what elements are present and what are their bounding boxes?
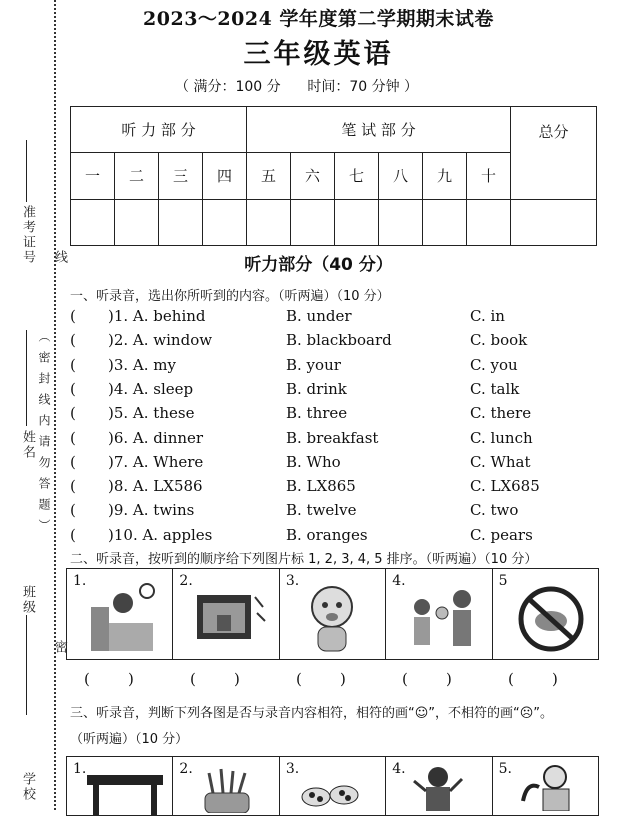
answer-bracket[interactable]: ( ) <box>84 670 134 688</box>
part1-instruction: 一、听录音，选出你所听到的内容。（听两遍）（10 分） <box>70 289 390 304</box>
score-cell[interactable] <box>423 199 467 245</box>
question-row <box>70 429 630 451</box>
picture-number: 2. <box>179 573 193 589</box>
name-label: 姓名 <box>20 430 35 460</box>
answer-paren[interactable]: ( <box>70 526 76 544</box>
answer-paren[interactable]: ( <box>70 477 76 495</box>
col-header: 六 <box>291 153 335 199</box>
question-row <box>70 453 630 475</box>
answer-paren[interactable]: ( <box>70 404 76 422</box>
robot-picture <box>402 761 482 811</box>
col-header: 二 <box>115 153 159 199</box>
score-cell[interactable] <box>247 199 291 245</box>
answer-bracket[interactable]: ( ) <box>296 670 346 688</box>
picture-cell <box>493 569 598 659</box>
answer-paren[interactable]: ( <box>70 429 76 447</box>
part2-answer-brackets <box>66 670 599 692</box>
option-b: B. under <box>286 307 352 325</box>
option-a: )9. A. twins <box>108 501 195 519</box>
listening-section-title: 听力部分（40 分） <box>244 255 393 275</box>
answer-paren[interactable]: ( <box>70 501 76 519</box>
picture-cell <box>493 757 598 815</box>
part3-picture-row <box>66 756 599 816</box>
option-b: B. drink <box>286 380 347 398</box>
option-b: B. blackboard <box>286 331 392 349</box>
picture-cell <box>173 569 279 659</box>
people-talking-picture <box>402 577 482 657</box>
pencil-cup-picture <box>189 763 269 813</box>
option-a: )3. A. my <box>108 356 176 374</box>
picture-number: 4. <box>392 573 406 589</box>
girl-sleeping-picture <box>83 577 163 657</box>
class-label: 班级 <box>20 585 35 615</box>
writing-header: 笔 试 部 分 <box>247 107 511 153</box>
exam-title: 2023～2024 学年度第二学期期末试卷 <box>143 8 494 30</box>
answer-bracket[interactable]: ( ) <box>190 670 240 688</box>
answer-paren[interactable]: ( <box>70 453 76 471</box>
picture-cell <box>386 757 492 815</box>
col-header: 三 <box>159 153 203 199</box>
part3-instruction-cont: （听两遍）（10 分） <box>70 732 189 747</box>
score-cell[interactable] <box>335 199 379 245</box>
option-c: C. in <box>470 307 505 325</box>
option-a: )2. A. window <box>108 331 213 349</box>
picture-number: 5 <box>498 573 508 589</box>
binding-margin-line <box>54 0 56 810</box>
part3-instruction: 三、听录音，判断下列各图是否与录音内容相符，相符的画“☺”，不相符的画“☹”。 <box>70 706 554 721</box>
option-a: )4. A. sleep <box>108 380 194 398</box>
cows-picture <box>296 771 376 821</box>
total-score-cell[interactable] <box>511 199 597 245</box>
picture-cell <box>173 757 279 815</box>
question-row <box>70 331 630 353</box>
picture-number: 3. <box>285 573 300 589</box>
picture-cell <box>280 757 386 815</box>
subject-title: 三年级英语 <box>243 39 394 70</box>
option-b: B. LX865 <box>286 477 356 495</box>
col-header: 一 <box>71 153 115 199</box>
part2-picture-row <box>66 568 599 660</box>
no-talking-sign-picture <box>509 577 589 657</box>
seal-line-mark: 线 <box>52 250 67 265</box>
part2-instruction: 二、听录音，按听到的顺序给下列图片标 1, 2, 3, 4, 5 排序。（听两遍）（10 分） <box>70 552 538 567</box>
question-row <box>70 380 630 402</box>
total-header: 总分 <box>511 107 597 200</box>
option-c: C. talk <box>470 380 520 398</box>
school-label: 学校 <box>20 772 35 802</box>
score-cell[interactable] <box>291 199 335 245</box>
score-table <box>70 106 597 246</box>
col-header: 七 <box>335 153 379 199</box>
option-a: )7. A. Where <box>108 453 204 471</box>
option-c: C. two <box>470 501 519 519</box>
option-b: B. twelve <box>286 501 357 519</box>
score-cell[interactable] <box>467 199 511 245</box>
score-cell[interactable] <box>159 199 203 245</box>
option-b: B. oranges <box>286 526 368 544</box>
option-a: )10. A. apples <box>108 526 213 544</box>
answer-bracket[interactable]: ( ) <box>402 670 452 688</box>
option-b: B. your <box>286 356 341 374</box>
answer-bracket[interactable]: ( ) <box>508 670 558 688</box>
option-c: C. What <box>470 453 531 471</box>
listening-header: 听 力 部 分 <box>71 107 247 153</box>
seal-mark: 密 <box>52 640 67 655</box>
class-line <box>26 615 27 715</box>
question-row <box>70 477 630 499</box>
man-flexing-picture <box>509 761 589 811</box>
picture-cell <box>386 569 492 659</box>
score-entry-row <box>71 199 597 245</box>
picture-number: 1. <box>73 573 87 589</box>
score-cell[interactable] <box>379 199 423 245</box>
answer-paren[interactable]: ( <box>70 331 76 349</box>
picture-number: 2. <box>179 761 193 777</box>
option-c: C. lunch <box>470 429 533 447</box>
exam-meta: （ 满分：100 分 时间：70 分钟 ） <box>175 79 419 95</box>
col-header: 八 <box>379 153 423 199</box>
question-row <box>70 501 630 523</box>
option-c: C. there <box>470 404 532 422</box>
question-row <box>70 404 630 426</box>
seal-notice: （密封线内请勿答题） <box>37 330 51 540</box>
answer-paren[interactable]: ( <box>70 380 76 398</box>
picture-number: 3. <box>285 761 300 777</box>
option-c: C. pears <box>470 526 533 544</box>
picture-cell <box>67 569 173 659</box>
option-b: B. breakfast <box>286 429 379 447</box>
answer-paren[interactable]: ( <box>70 356 76 374</box>
option-c: C. you <box>470 356 518 374</box>
col-header: 十 <box>467 153 511 199</box>
col-header: 五 <box>247 153 291 199</box>
name-line <box>26 330 27 426</box>
option-a: )1. A. behind <box>108 307 206 325</box>
option-c: C. book <box>470 331 528 349</box>
window-picture <box>189 577 269 657</box>
score-cell[interactable] <box>71 199 115 245</box>
question-row <box>70 356 630 378</box>
col-header: 九 <box>423 153 467 199</box>
question-row <box>70 526 630 548</box>
baby-picture <box>296 577 376 657</box>
question-row <box>70 307 630 329</box>
picture-number: 5. <box>498 761 512 777</box>
score-cell[interactable] <box>115 199 159 245</box>
picture-number: 4. <box>392 761 406 777</box>
exam-number-label: 准考证号 <box>20 205 35 265</box>
picture-cell <box>280 569 386 659</box>
exam-number-line <box>26 140 27 202</box>
col-header: 四 <box>203 153 247 199</box>
option-a: )6. A. dinner <box>108 429 204 447</box>
option-c: C. LX685 <box>470 477 540 495</box>
option-b: B. Who <box>286 453 341 471</box>
answer-paren[interactable]: ( <box>70 307 76 325</box>
option-a: )5. A. these <box>108 404 195 422</box>
option-a: )8. A. LX586 <box>108 477 203 495</box>
picture-number: 1. <box>73 761 87 777</box>
option-b: B. three <box>286 404 348 422</box>
score-cell[interactable] <box>203 199 247 245</box>
picture-cell <box>67 757 173 815</box>
